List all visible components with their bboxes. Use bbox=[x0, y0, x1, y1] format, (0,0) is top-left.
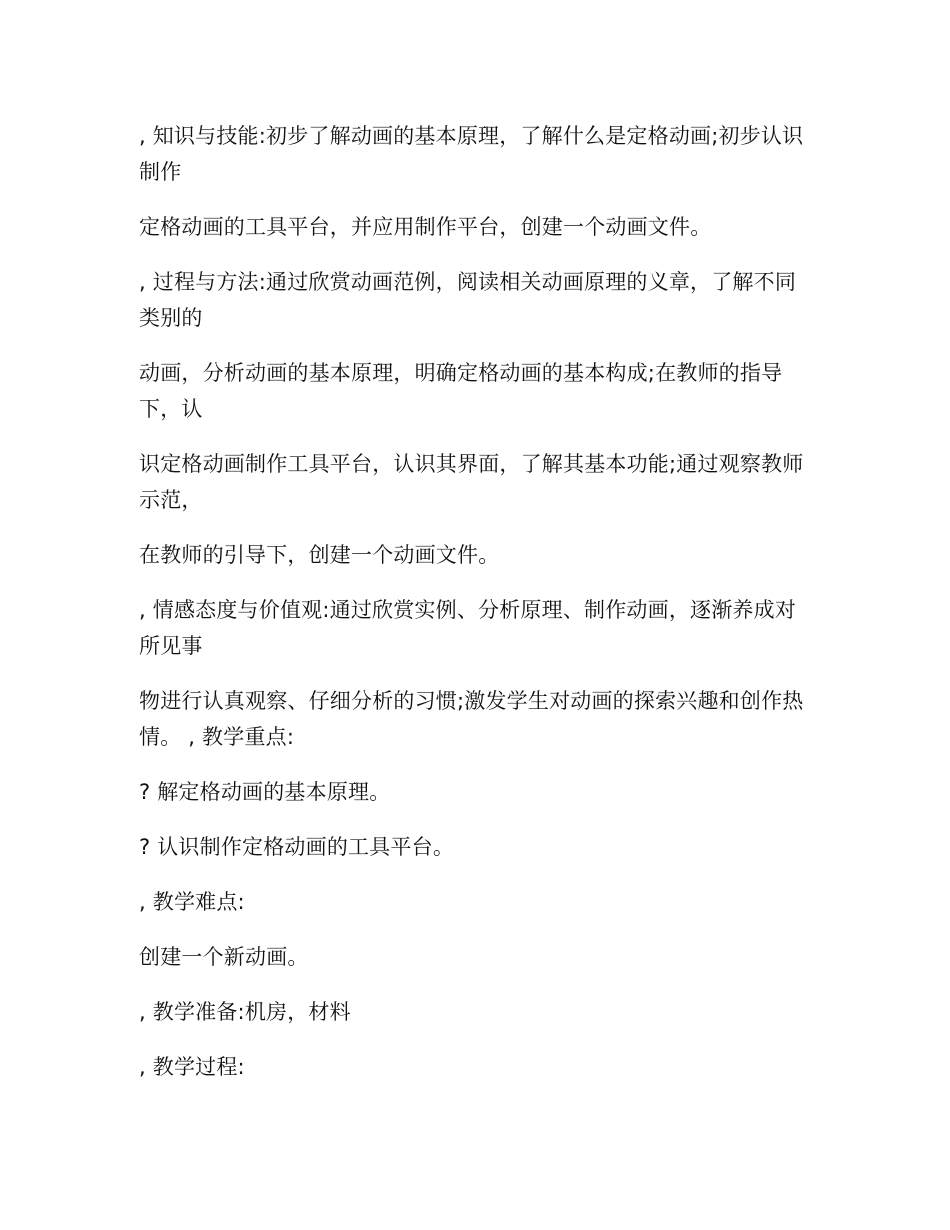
document-body bbox=[139, 118, 811, 1085]
heading-teaching-difficulty: , 教学难点: bbox=[139, 890, 245, 914]
paragraph-attitude-values-cont: 物进行认真观察、仔细分析的习惯;激发学生对动画的探索兴趣和创作热情。 , 教学重点: bbox=[139, 689, 804, 749]
paragraph-process-methods-cont-2: 识定格动画制作工具平台，认识其界面，了解其基本功能;通过观察教师示范， bbox=[139, 452, 804, 512]
heading-teaching-preparation: , 教学准备:机房，材料 bbox=[139, 1000, 351, 1024]
paragraph-attitude-values: , 情感态度与价值观:通过欣赏实例、分析原理、制作动画，逐渐养成对所见事 bbox=[139, 598, 797, 658]
key-point-item-1: ? 解定格动画的基本原理。 bbox=[139, 780, 391, 804]
paragraph-process-methods-cont-3: 在教师的引导下，创建一个动画文件。 bbox=[139, 543, 500, 567]
key-point-item-2: ? 认识制作定格动画的工具平台。 bbox=[139, 835, 455, 859]
paragraph-process-methods-cont-1: 动画，分析动画的基本原理，明确定格动画的基本构成;在教师的指导下，认 bbox=[139, 361, 783, 421]
difficulty-item: 创建一个新动画。 bbox=[139, 945, 309, 969]
paragraph-process-methods: , 过程与方法:通过欣赏动画范例，阅读相关动画原理的义章，了解不同类别的 bbox=[139, 270, 797, 330]
heading-teaching-process: , 教学过程: bbox=[139, 1055, 245, 1079]
paragraph-knowledge-skills: , 知识与技能:初步了解动画的基本原理，了解什么是定格动画;初步认识制作 bbox=[139, 124, 804, 184]
paragraph-knowledge-skills-cont: 定格动画的工具平台，并应用制作平台，创建一个动画文件。 bbox=[139, 215, 712, 239]
